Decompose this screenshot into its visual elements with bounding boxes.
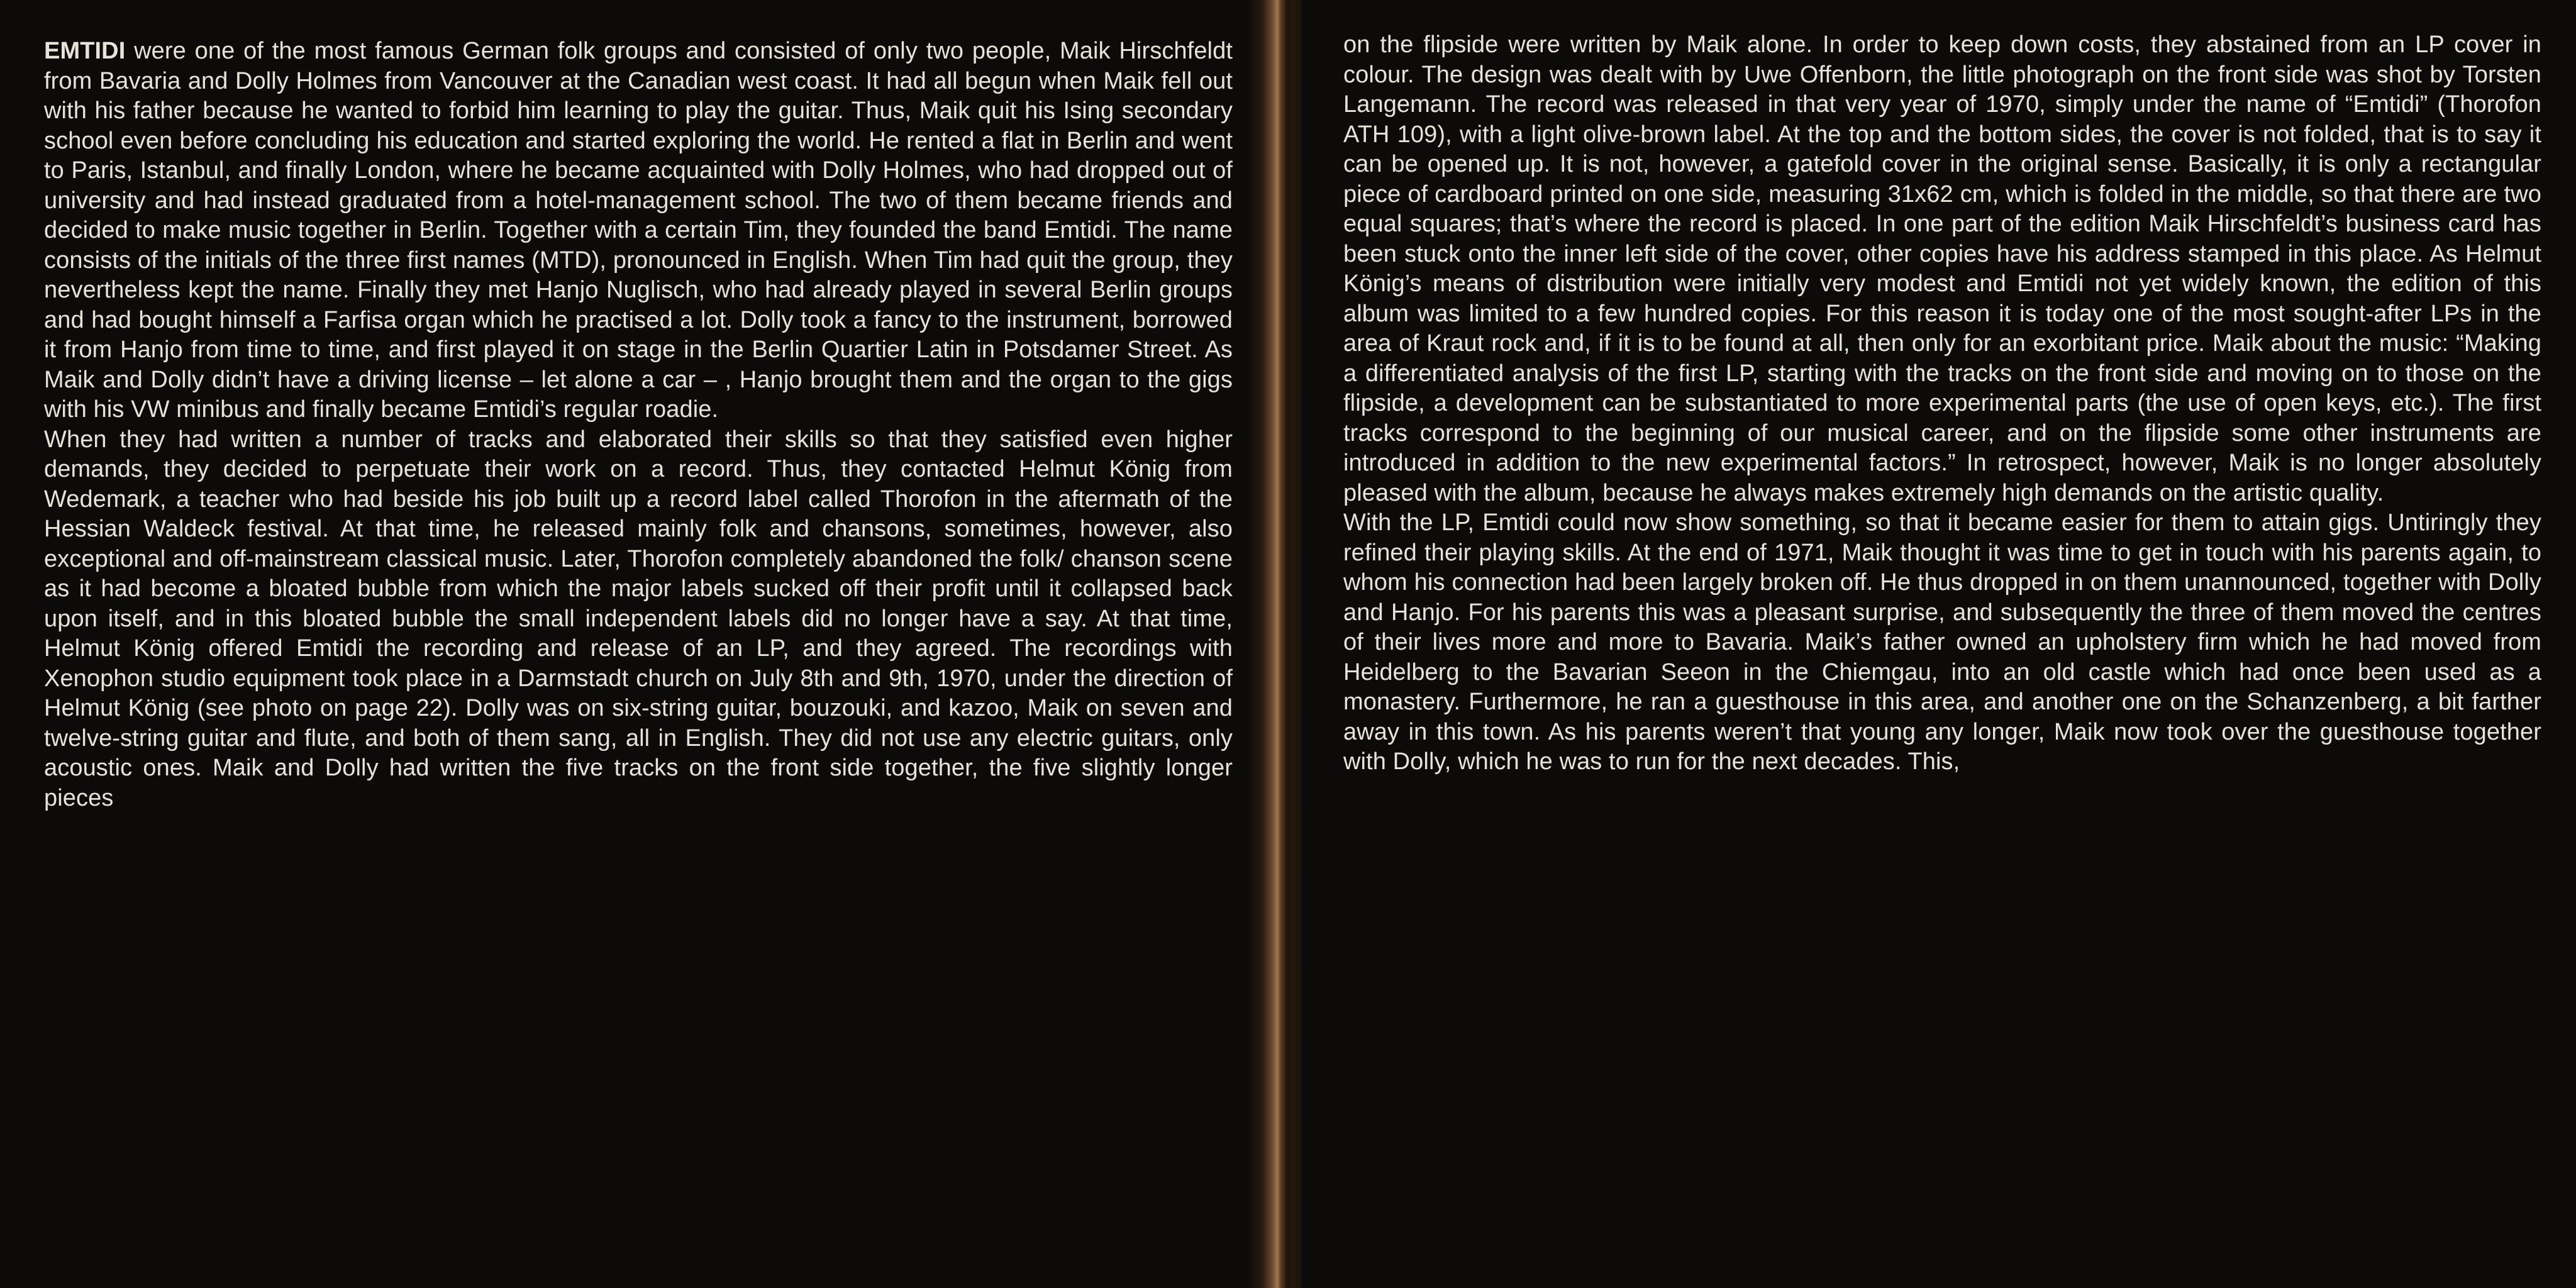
- right-page: [1302, 0, 2576, 1288]
- left-paragraph-1: [44, 36, 1233, 425]
- lead-word: EMTIDI: [44, 38, 126, 64]
- left-page: [0, 0, 1282, 1288]
- right-paragraph-2: With the LP, Emtidi could now show something, so that it became easier for them to attain gigs. Untiringly they refined their playing skills. At the end of 1971, Maik thought it was time to get in touch with his parents again, to whom his connection had been largely broken off. He thus dropped in on them unannounced, together with Dolly and Hanjo. For his parents this was a pleasant surprise, and subsequently the three of them moved the centres of their lives more and more to Bavaria. Maik’s father owned an upholstery firm which he had moved from Heidelberg to the Bavarian Seeon in the Chiemgau, into an old castle which had once been used as a monastery. Furthermore, he ran a guesthouse in this area, and another one on the Schanzenberg, a bit farther away in this town. As his parents weren’t that young any longer, Maik now took over the guesthouse together with Dolly, which he was to run for the next decades. This,: [1343, 509, 2541, 775]
- left-page-text: [44, 36, 1233, 813]
- right-page-text: [1343, 30, 2541, 777]
- right-paragraph-1: on the flipside were written by Maik alone. In order to keep down costs, they abstained from an LP cover in colour. The design was dealt with by Uwe Offenborn, the little photograph on the front side was shot by Torsten Langemann. The record was released in that very year of 1970, simply under the name of “Emtidi” (Thorofon ATH 109), with a light olive-brown label. At the top and the bottom sides, the cover is not folded, that is to say it can be opened up. It is not, however, a gatefold cover in the original sense. Basically, it is only a rectangular piece of cardboard printed on one side, measuring 31x62 cm, which is folded in the middle, so that there are two equal squares; that’s where the record is placed. In one part of the edition Maik Hirschfeldt’s business card has been stuck onto the inner left side of the cover, other copies have his address stamped in this place. As Helmut König’s means of distribution were initially very modest and Emtidi not yet widely known, the edition of this album was limited to a few hundred copies. For this reason it is today one of the most sought-after LPs in the area of Kraut rock and, if it is to be found at all, then only for an exorbitant price. Maik about the music: “Making a differentiated analysis of the first LP, starting with the tracks on the front side and moving on to those on the flipside, a development can be substantiated to more experimental parts (the use of open keys, etc.). The first tracks correspond to the beginning of our musical career, and on the flipside some other instruments are introduced in addition to the new experimental factors.” In retrospect, however, Maik is no longer absolutely pleased with the album, because he always makes extremely high demands on the artistic quality.: [1343, 31, 2541, 506]
- left-paragraph-1-body: were one of the most famous German folk groups and consisted of only two people, Maik Hirschfeldt from Bavaria and Dolly Holmes from Vancouver at the Canadian west coast. It had all begun when Maik fell out with his father because he wanted to forbid him learning to play the guitar. Thus, Maik quit his Ising secondary school even before concluding his education and started exploring the world. He rented a flat in Berlin and went to Paris, Istanbul, and finally London, where he became acquainted with Dolly Holmes, who had dropped out of university and had instead graduated from a hotel-management school. The two of them became friends and decided to make music together in Berlin. Together with a certain Tim, they founded the band Emtidi. The name consists of the initials of the three first names (MTD), pronounced in English. When Tim had quit the group, they nevertheless kept the name. Finally they met Hanjo Nuglisch, who had already played in several Berlin groups and had bought himself a Farfisa organ which he practised a lot. Dolly took a fancy to the instrument, borrowed it from Hanjo from time to time, and first played it on stage in the Berlin Quartier Latin in Potsdamer Street. As Maik and Dolly didn’t have a driving license – let alone a car – , Hanjo brought them and the organ to the gigs with his VW minibus and finally became Emtidi’s regular roadie.: [44, 38, 1233, 423]
- left-paragraph-2: When they had written a number of tracks and elaborated their skills so that they satisfied even higher demands, they decided to perpetuate their work on a record. Thus, they contacted Helmut König from Wedemark, a teacher who had beside his job built up a record label called Thorofon in the aftermath of the Hessian Waldeck festival. At that time, he released mainly folk and chansons, sometimes, however, also exceptional and off-mainstream classical music. Later, Thorofon completely abandoned the folk/ chanson scene as it had become a bloated bubble from which the major labels sucked off their profit until it collapsed back upon itself, and in this bloated bubble the small independent labels did no longer have a say. At that time, Helmut König offered Emtidi the recording and release of an LP, and they agreed. The recordings with Xenophon studio equipment took place in a Darmstadt church on July 8th and 9th, 1970, under the direction of Helmut König (see photo on page 22). Dolly was on six-string guitar, bouzouki, and kazoo, Maik on seven and twelve-string guitar and flute, and both of them sang, all in English. They did not use any electric guitars, only acoustic ones. Maik and Dolly had written the five tracks on the front side together, the five slightly longer pieces: [44, 426, 1233, 811]
